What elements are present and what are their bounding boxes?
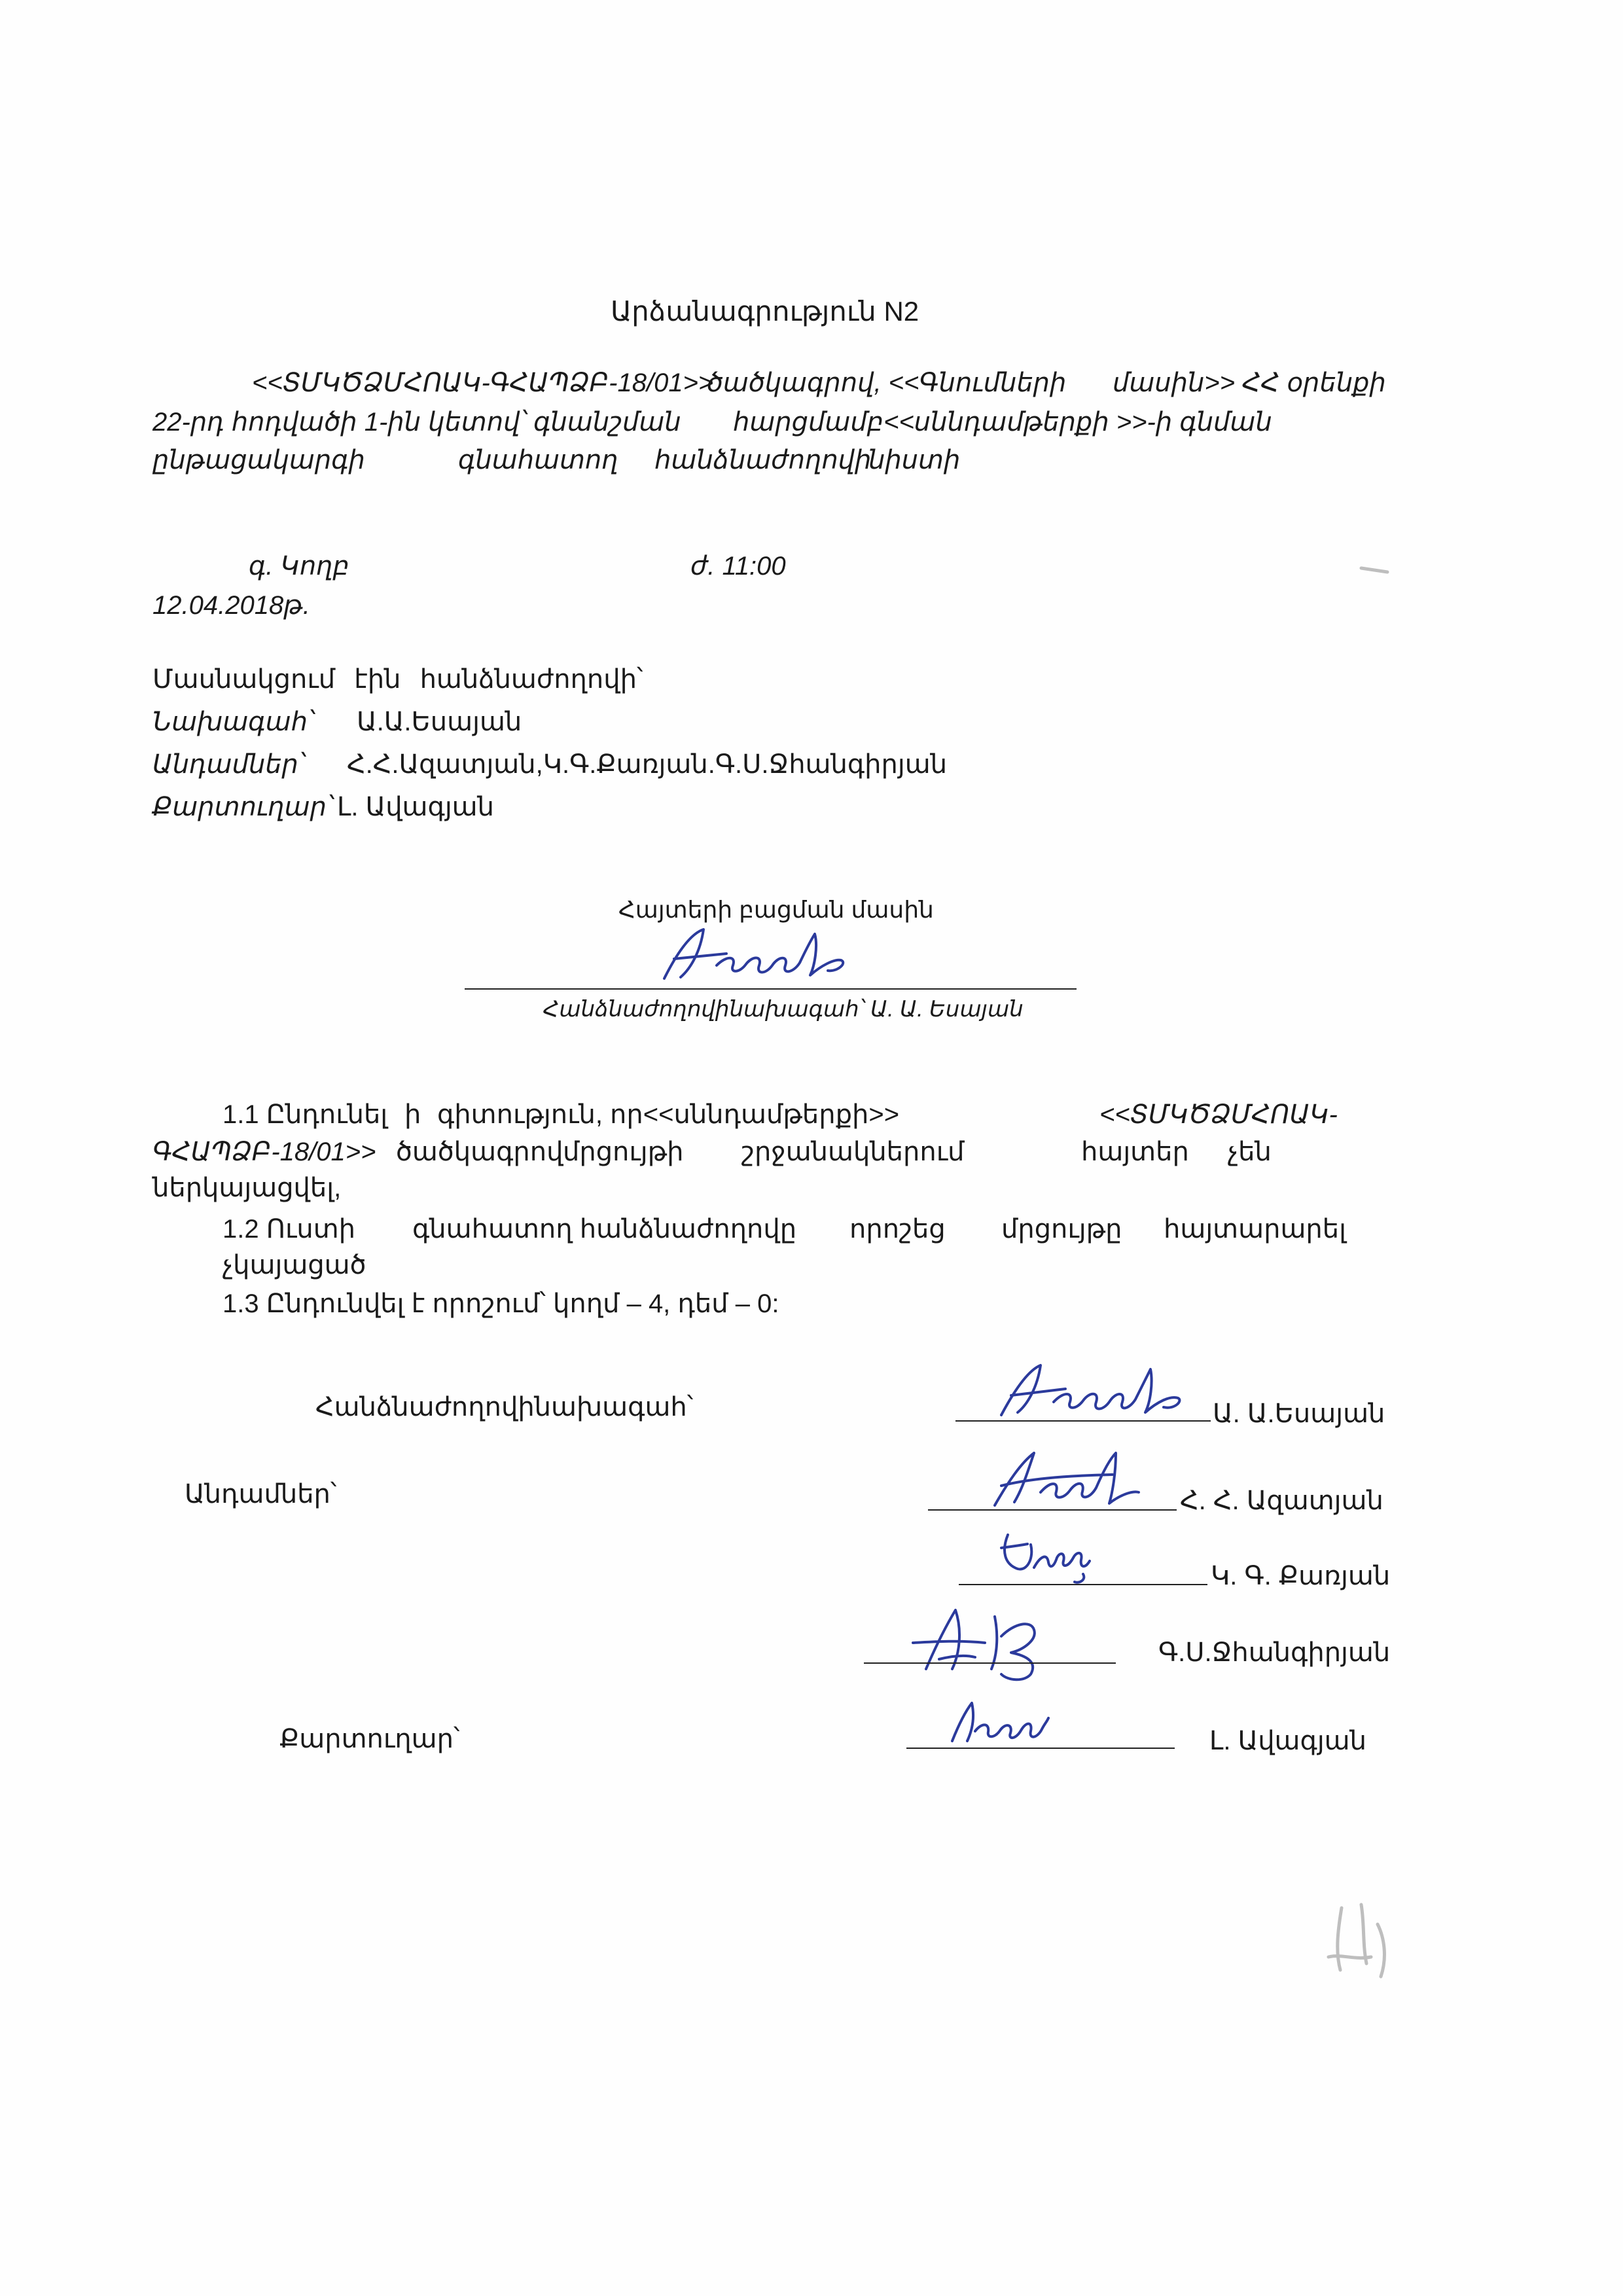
member-signature-icon (988, 1522, 1099, 1587)
sign-chair-label: Հանձնաժողովինախագահ՝ (315, 1393, 694, 1422)
subtitle-text: 22-րդ հոդվածի 1-ին կետով՝ գնանշման (152, 408, 681, 437)
member-signature-icon (900, 1597, 1063, 1689)
subtitle-text: հարցմամբ<<սննդամթերքի >>-ի գնման (733, 408, 1272, 437)
decision-text: մրցույթի (563, 1138, 684, 1166)
meeting-date: 12.04.2018թ. (152, 591, 310, 620)
sign-secretary-name: Լ. Ավագյան (1209, 1727, 1366, 1755)
members-label: Անդամներ՝ (152, 750, 305, 779)
sign-member-1: Հ. Հ. Ազատյան (1180, 1486, 1383, 1515)
signature-line (959, 1584, 1207, 1585)
meeting-place: գ. Կողբ (249, 552, 349, 581)
member-signature-icon (982, 1443, 1152, 1515)
decision-text: գիտություն, որ<<սննդամթերքի>> (437, 1100, 900, 1129)
tender-code: <<ՏՄԿԾՁՄՀՈԱԿ- (1099, 1100, 1338, 1129)
decision-text: շրջանակներում (741, 1138, 965, 1166)
decision-1-prefix: 1.1 Ընդունել (223, 1100, 388, 1129)
decision-text: ծածկագրով (396, 1138, 563, 1166)
secretary-name: Լ. Ավագյան (337, 793, 494, 821)
participants-heading: Մասնակցում էին հանձնաժողովի՝ (152, 665, 643, 694)
signature-line (928, 1509, 1177, 1511)
meeting-time: ժ. 11:00 (690, 552, 786, 581)
decision-text: հայտեր (1081, 1138, 1189, 1166)
signature-line (465, 988, 1077, 990)
decision-text: որոշեց (849, 1215, 946, 1244)
sign-chair-name: Ա. Ա.Եսայան (1213, 1399, 1385, 1428)
decision-text: գնահատող հանձնաժողովը (412, 1215, 797, 1244)
subtitle-text: գնահատող (458, 446, 618, 475)
subtitle-text: ընթացակարգի (152, 446, 365, 475)
signature-line (906, 1748, 1175, 1749)
opening-heading: Հայտերի բացման մասին (618, 896, 934, 923)
decision-text: ներկայացվել, (152, 1174, 342, 1202)
signature-line (864, 1662, 1116, 1664)
scan-smudge-icon (1315, 1898, 1400, 1990)
chair-label: Նախագահ՝ (152, 708, 314, 736)
sign-secretary-label: Քարտուղար՝ (279, 1725, 460, 1753)
decision-text: ի (404, 1100, 421, 1129)
subtitle-text: մասին>> ՀՀ օրենքի (1113, 368, 1386, 397)
signature-line (955, 1420, 1211, 1422)
secretary-label: Քարտուղար՝ (152, 793, 333, 821)
sign-members-label: Անդամներ՝ (185, 1480, 337, 1509)
decision-text: մրցույթը (1001, 1215, 1122, 1244)
document-title: Արձանագրություն N2 (611, 296, 919, 327)
decision-2-prefix: 1.2 Ուստի (223, 1215, 356, 1244)
subtitle-text: հանձնաժողովի (654, 446, 872, 475)
tender-code: <<ՏՄԿԾՁՄՀՈԱԿ-ԳՀԱՊՁԲ-18/01>> (252, 368, 714, 397)
decision-text: չեն (1228, 1138, 1272, 1166)
subtitle-text: ծածկագրով, <<Գնումների (707, 368, 1067, 397)
tender-code: ԳՀԱՊՁԲ-18/01>> (152, 1138, 376, 1166)
sign-member-2: Կ. Գ. Քառյան (1211, 1562, 1391, 1590)
members-names: Հ.Հ.Ազատյան,Կ.Գ.Քառյան.Գ.Ս.Ջհանգիրյան (347, 750, 948, 779)
chair-signature-icon (654, 920, 864, 992)
sign-member-3: Գ.Ս.Ջհանգիրյան (1158, 1638, 1391, 1667)
chair-signature-icon (988, 1355, 1198, 1427)
scan-mark-icon (1358, 563, 1391, 576)
decision-text: հայտարարել (1164, 1215, 1346, 1244)
subtitle-text: նիստի (868, 446, 961, 475)
decision-text: չկայացած (223, 1251, 366, 1280)
decision-3: 1.3 Ընդունվել է որոշում՝ կողմ – 4, դեմ – 0: (223, 1289, 779, 1318)
signature-caption: Հանձնաժողովինախագահ՝ Ա. Ա. Եսայան (543, 997, 1024, 1022)
secretary-signature-icon (942, 1695, 1054, 1748)
chair-name: Ա.Ա.Եսայան (357, 708, 522, 736)
